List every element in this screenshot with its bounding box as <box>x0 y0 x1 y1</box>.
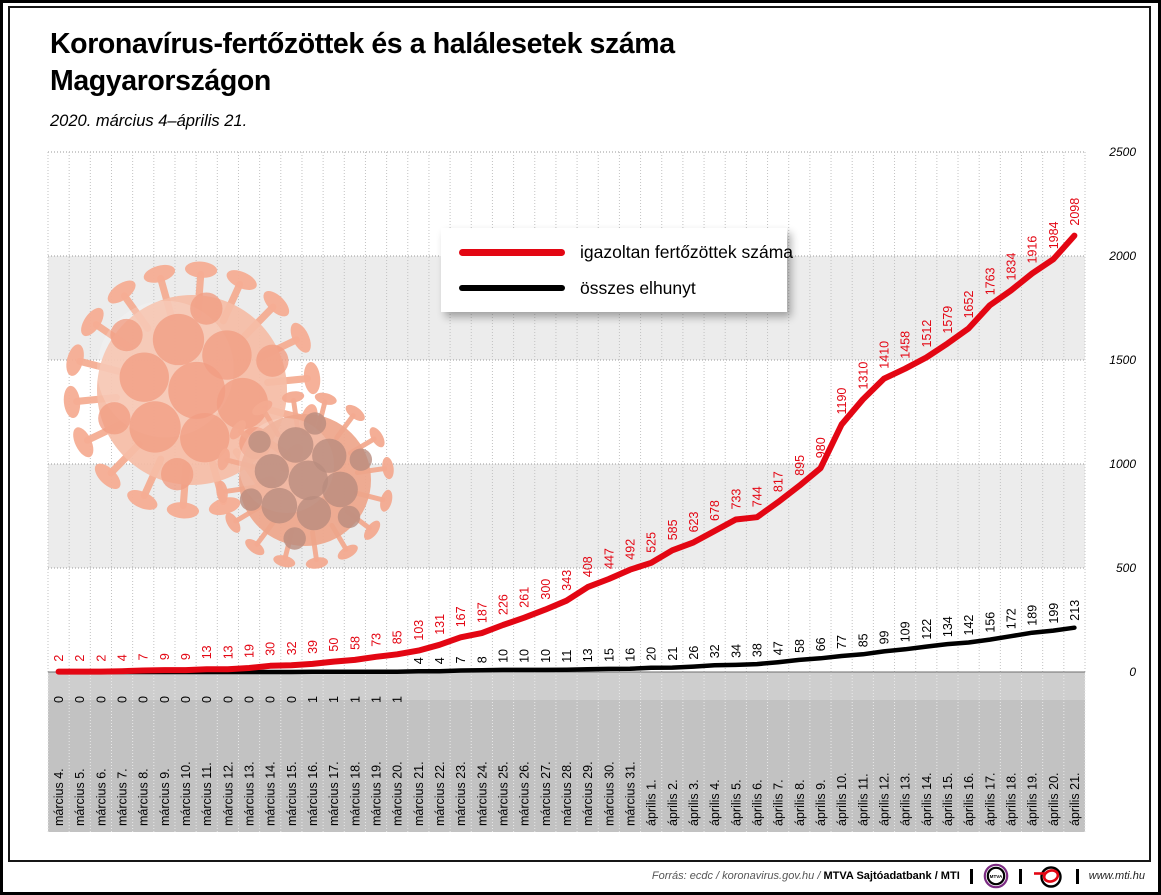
value-label-infected: 187 <box>475 602 490 624</box>
value-label-deceased: 0 <box>284 696 299 703</box>
value-label-infected: 7 <box>136 653 151 661</box>
value-label-infected: 85 <box>390 630 405 645</box>
value-label-infected: 678 <box>708 500 723 521</box>
footer-divider <box>1019 869 1022 884</box>
value-label-deceased: 58 <box>792 638 807 653</box>
x-axis-label: április 1. <box>644 779 659 826</box>
x-axis-label: április 5. <box>729 779 744 826</box>
chart-subtitle: 2020. március 4–április 21. <box>50 112 248 130</box>
x-axis-label: március 25. <box>496 761 511 826</box>
value-label-infected: 2 <box>52 654 67 662</box>
x-axis-label: április 17. <box>983 772 998 826</box>
x-axis-label: március 21. <box>411 761 426 826</box>
x-axis-label: március 18. <box>348 761 363 826</box>
x-axis-label: április 18. <box>1004 772 1019 826</box>
x-axis-label: március 15. <box>284 761 299 826</box>
value-label-deceased: 0 <box>52 696 67 703</box>
value-label-deceased: 199 <box>1046 602 1061 624</box>
value-label-deceased: 1 <box>306 696 320 703</box>
legend-row-deceased <box>441 278 787 299</box>
value-label-infected: 525 <box>644 531 659 553</box>
value-label-deceased: 1 <box>327 696 342 703</box>
value-label-deceased: 10 <box>517 648 532 663</box>
footer-divider <box>970 869 973 884</box>
value-label-deceased: 4 <box>433 657 447 665</box>
value-label-infected: 13 <box>221 645 236 660</box>
value-label-deceased: 1 <box>348 696 363 703</box>
mti-logo-icon <box>1032 863 1066 889</box>
infected-line-swatch <box>459 249 565 256</box>
x-axis-label: március 10. <box>179 761 194 826</box>
y-axis-label: 2000 <box>1109 249 1136 263</box>
value-label-deceased: 32 <box>708 644 723 659</box>
footer-bar <box>652 862 1145 890</box>
x-axis-label: április 15. <box>940 772 955 826</box>
legend-label-deceased: összes elhunyt <box>580 277 696 298</box>
value-label-deceased: 34 <box>729 643 744 658</box>
x-axis-label: április 3. <box>687 779 701 826</box>
source-text <box>652 870 960 882</box>
chart-title-line1: Koronavírus-fertőzöttek és a halálesetek száma <box>50 28 675 60</box>
value-label-deceased: 77 <box>835 635 850 649</box>
x-axis-label: március 31. <box>623 761 638 826</box>
value-label-infected: 2 <box>94 654 109 662</box>
value-label-deceased: 7 <box>454 656 469 664</box>
value-label-deceased: 0 <box>157 696 172 703</box>
value-label-deceased: 0 <box>136 696 151 703</box>
x-axis-label: március 4. <box>52 768 67 826</box>
x-axis-label: március 17. <box>327 761 342 826</box>
value-label-infected: 131 <box>433 613 447 635</box>
value-label-infected: 103 <box>411 619 426 641</box>
value-label-deceased: 1 <box>369 696 384 703</box>
value-label-infected: 39 <box>306 639 320 654</box>
value-label-infected: 50 <box>327 637 342 652</box>
value-label-deceased: 11 <box>560 649 574 663</box>
value-label-infected: 9 <box>157 653 172 661</box>
y-axis-label: 0 <box>1129 665 1136 679</box>
value-label-deceased: 1 <box>390 696 405 703</box>
x-axis-label: március 14. <box>263 761 278 826</box>
deceased-line-swatch <box>459 285 565 291</box>
value-label-infected: 58 <box>348 635 363 650</box>
y-axis-label: 1000 <box>1109 457 1136 471</box>
x-axis-label: március 24. <box>475 761 490 826</box>
x-axis-label: március 28. <box>560 761 574 826</box>
value-label-deceased: 0 <box>115 696 130 703</box>
value-label-infected: 1984 <box>1046 221 1061 250</box>
x-axis-label: március 22. <box>433 761 447 826</box>
value-label-deceased: 8 <box>475 656 490 664</box>
x-axis-label: április 12. <box>877 772 892 826</box>
x-axis-label: március 9. <box>157 768 172 826</box>
value-label-deceased: 10 <box>496 648 511 663</box>
value-label-infected: 1652 <box>962 290 977 319</box>
y-axis-label: 500 <box>1115 561 1136 575</box>
value-label-deceased: 0 <box>179 696 194 703</box>
x-axis-label: április 14. <box>919 772 934 826</box>
x-axis-label: április 19. <box>1025 772 1040 826</box>
x-axis-label: március 13. <box>242 761 257 826</box>
x-axis-label: március 6. <box>94 768 109 826</box>
x-axis-label: március 16. <box>306 761 320 826</box>
value-label-infected: 4 <box>115 654 130 662</box>
value-label-infected: 1190 <box>835 387 850 415</box>
x-axis-label: április 7. <box>771 779 786 826</box>
value-label-deceased: 20 <box>644 646 659 661</box>
value-label-infected: 9 <box>179 653 194 661</box>
value-label-deceased: 109 <box>898 621 913 643</box>
source-prefix: Forrás: ecdc / koronavirus.gov.hu / <box>651 870 821 882</box>
x-axis-label: március 30. <box>602 761 617 826</box>
x-axis-label: március 29. <box>581 761 596 826</box>
legend-label-infected: igazoltan fertőzöttek száma <box>580 241 794 262</box>
value-label-deceased: 0 <box>221 696 236 703</box>
x-axis-label: április 10. <box>835 772 850 826</box>
value-label-infected: 32 <box>284 641 299 656</box>
value-label-deceased: 142 <box>962 614 977 636</box>
value-label-deceased: 99 <box>877 630 892 645</box>
value-label-deceased: 16 <box>623 647 638 662</box>
zero-strip <box>48 672 1085 700</box>
x-axis-label: március 19. <box>369 761 384 826</box>
x-axis-label: március 5. <box>73 768 88 826</box>
x-axis-label: március 12. <box>221 761 236 826</box>
value-label-infected: 73 <box>369 632 384 647</box>
x-axis-label: április 4. <box>708 779 723 826</box>
value-label-deceased: 0 <box>242 696 257 703</box>
website-text: www.mti.hu <box>1088 870 1145 882</box>
value-label-deceased: 189 <box>1025 604 1040 626</box>
value-label-deceased: 13 <box>581 648 596 663</box>
value-label-infected: 1310 <box>856 361 871 390</box>
chart-title <box>50 26 675 100</box>
value-label-infected: 300 <box>538 578 553 600</box>
value-label-deceased: 85 <box>856 633 871 648</box>
value-label-infected: 744 <box>750 486 765 508</box>
value-label-deceased: 0 <box>73 696 88 703</box>
mtva-logo-text: MTVA <box>989 873 1003 879</box>
value-label-deceased: 0 <box>263 696 278 703</box>
value-label-deceased: 47 <box>771 641 786 656</box>
x-axis-label: április 8. <box>792 779 807 826</box>
footer-divider <box>1076 869 1079 884</box>
value-label-infected: 2 <box>73 654 88 662</box>
value-label-infected: 1512 <box>919 319 934 348</box>
value-label-deceased: 15 <box>602 647 617 662</box>
value-label-infected: 1579 <box>940 305 955 334</box>
value-label-infected: 733 <box>729 488 744 510</box>
x-axis-label: március 23. <box>454 761 469 826</box>
x-axis-label: április 20. <box>1046 772 1061 826</box>
value-label-infected: 167 <box>454 606 469 628</box>
legend-box <box>441 228 794 312</box>
y-axis-label: 1500 <box>1109 353 1136 367</box>
value-label-infected: 492 <box>623 538 638 560</box>
chart-title-line2: Magyarországon <box>50 65 271 97</box>
x-axis-label: március 26. <box>517 761 532 826</box>
value-label-deceased: 172 <box>1004 608 1019 630</box>
value-label-deceased: 156 <box>983 611 998 633</box>
source-agency: MTVA Sajtóadatbank / MTI <box>820 870 960 882</box>
value-label-infected: 895 <box>792 454 807 476</box>
value-label-infected: 447 <box>602 548 617 569</box>
value-label-infected: 2098 <box>1067 197 1082 226</box>
value-label-infected: 408 <box>581 556 596 578</box>
value-label-infected: 1763 <box>983 267 998 296</box>
value-label-deceased: 0 <box>94 696 109 703</box>
value-label-deceased: 4 <box>411 657 426 665</box>
value-label-deceased: 122 <box>919 618 934 640</box>
value-label-infected: 623 <box>687 511 701 533</box>
value-label-deceased: 213 <box>1067 599 1082 621</box>
value-label-infected: 261 <box>517 586 532 608</box>
x-axis-label: április 9. <box>814 779 828 826</box>
x-axis-label: március 11. <box>200 762 215 826</box>
value-label-infected: 30 <box>263 641 278 656</box>
title-block <box>50 26 675 100</box>
value-label-infected: 1916 <box>1025 235 1040 264</box>
x-axis-label: április 2. <box>665 779 680 826</box>
x-axis-label: március 20. <box>390 761 405 826</box>
legend-row-infected <box>441 241 794 263</box>
mtva-logo-icon <box>983 863 1009 889</box>
x-axis-label: április 13. <box>898 772 913 826</box>
value-label-infected: 1458 <box>898 330 913 359</box>
value-label-infected: 19 <box>242 644 257 658</box>
value-label-infected: 585 <box>665 519 680 541</box>
value-label-deceased: 38 <box>750 643 765 658</box>
value-label-deceased: 134 <box>940 616 955 638</box>
value-label-deceased: 26 <box>687 645 701 660</box>
x-axis-label: április 16. <box>962 772 977 826</box>
value-label-infected: 1410 <box>877 340 892 369</box>
x-axis-label: április 11. <box>856 773 871 826</box>
value-label-infected: 343 <box>560 569 574 591</box>
x-axis-label: március 7. <box>115 768 130 826</box>
x-axis-label: március 8. <box>136 768 151 826</box>
x-axis-label: április 6. <box>750 779 765 826</box>
x-axis-label: március 27. <box>538 761 553 826</box>
value-label-infected: 226 <box>496 594 511 615</box>
value-label-infected: 980 <box>814 437 828 459</box>
value-label-deceased: 10 <box>538 648 553 663</box>
value-label-deceased: 21 <box>665 646 680 661</box>
value-label-infected: 13 <box>200 645 215 660</box>
y-axis-label: 2500 <box>1109 145 1136 159</box>
value-label-infected: 1834 <box>1004 252 1019 281</box>
value-label-deceased: 66 <box>814 637 828 652</box>
value-label-deceased: 0 <box>200 696 215 703</box>
value-label-infected: 817 <box>771 471 786 493</box>
x-axis-label: április 21. <box>1067 772 1082 826</box>
